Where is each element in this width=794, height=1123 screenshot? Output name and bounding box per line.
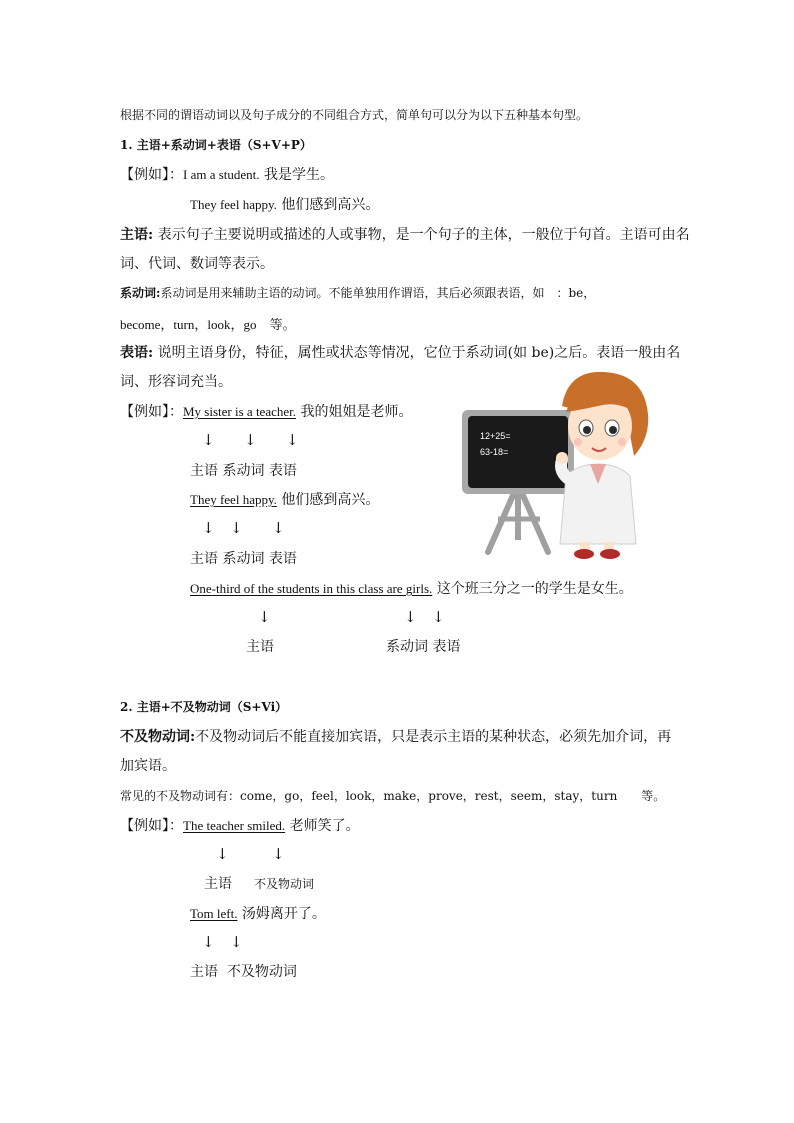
- example-en: One-third of the students in this class are girls.: [190, 581, 433, 596]
- arrow: ↓: [272, 845, 285, 863]
- s1-example5: [190, 578, 633, 598]
- example-en: I am a student.: [183, 167, 260, 182]
- arrow: ↓: [202, 519, 215, 537]
- arrow: ↓: [216, 845, 229, 863]
- example-cn: 我是学生。: [264, 167, 334, 183]
- teacher-illustration: [458, 364, 658, 564]
- role-label-vi: 不及物动词: [254, 877, 315, 891]
- arrow: ↓: [202, 431, 215, 449]
- linking-term: 系动词: [120, 286, 157, 300]
- arrow: ↓: [286, 431, 299, 449]
- predicative-term: 表语: [120, 345, 148, 361]
- linking-definition: 系动词:系动词是用来辅助主语的动词。不能单独用作谓语，其后必须跟表语，如 ：be，: [120, 286, 596, 300]
- role-labels: 系动词 表语: [386, 639, 461, 655]
- linking-list: become，turn，look，go 等。: [120, 317, 296, 332]
- example-cn: 他们感到高兴。: [281, 197, 380, 213]
- s1-example2: [190, 194, 379, 214]
- board-line1: 12+25=: [480, 431, 511, 441]
- predicative-definition-line2: 词、形容词充当。: [120, 374, 232, 390]
- s1-example3: [120, 401, 412, 421]
- s2-example2: [190, 903, 326, 923]
- arrow: ↓: [202, 933, 215, 951]
- s1-example1: [120, 164, 334, 184]
- example-en: Tom left.: [190, 906, 238, 921]
- subject-definition-line1: 主语: 表示句子主要说明或描述的人或事物，是一个句子的主体，一般位于句首。主语可由名: [120, 227, 690, 243]
- example-cn: 他们感到高兴。: [281, 492, 380, 508]
- example-en: My sister is a teacher.: [183, 404, 296, 419]
- vi-definition-line2: 加宾语。: [120, 758, 176, 774]
- arrow: ↓: [404, 608, 417, 626]
- example-label: 【例如】：: [120, 818, 183, 834]
- example-label: 【例如】：: [120, 404, 183, 420]
- arrow: ↓: [258, 608, 271, 626]
- predicative-definition-line1: 表语: 说明主语身份，特征，属性或状态等情况，它位于系动词(如 be)之后。表语一般由名: [120, 345, 681, 361]
- arrow: ↓: [432, 608, 445, 626]
- s2-example1: [120, 815, 360, 835]
- role-labels: 主语 系动词 表语: [190, 463, 297, 479]
- role-labels: 主语 系动词 表语: [190, 551, 297, 567]
- example-en: The teacher smiled.: [183, 818, 286, 833]
- role-labels: 主语 不及物动词: [190, 964, 297, 980]
- example-en: They feel happy.: [190, 492, 277, 507]
- section2-heading: 2. 主语+不及物动词（S+Vi）: [120, 700, 288, 714]
- example-label: 【例如】：: [120, 167, 183, 183]
- s1-example4: [190, 489, 379, 509]
- example-cn: 这个班三分之一的学生是女生。: [436, 581, 633, 597]
- example-cn: 老师笑了。: [289, 818, 360, 834]
- vi-definition-line1: 不及物动词:不及物动词后不能直接加宾语，只是表示主语的某种状态，必须先加介词，再: [120, 729, 672, 745]
- arrow: ↓: [230, 519, 243, 537]
- example-en: They feel happy.: [190, 197, 277, 212]
- role-label-subject: 主语: [204, 876, 232, 892]
- arrow: ↓: [230, 933, 243, 951]
- example-cn: 汤姆离开了。: [241, 906, 326, 922]
- subject-term: 主语: [120, 227, 148, 243]
- board-line2: 63-18=: [480, 447, 509, 457]
- arrow: ↓: [244, 431, 257, 449]
- section1-heading: 1. 主语+系动词+表语（S+V+P）: [120, 138, 312, 152]
- common-vi-list: 常见的不及物动词有：come，go，feel，look，make，prove，rest，seem，stay，turn 等。: [120, 789, 666, 803]
- arrow: ↓: [272, 519, 285, 537]
- subject-definition-line2: 词、代词、数词等表示。: [120, 256, 274, 272]
- role-label-subject: 主语: [246, 639, 274, 655]
- vi-term: 不及物动词: [120, 729, 190, 745]
- example-cn: 我的姐姐是老师。: [300, 404, 413, 420]
- intro-text: 根据不同的谓语动词以及句子成分的不同组合方式，简单句可以分为以下五种基本句型。: [120, 108, 589, 122]
